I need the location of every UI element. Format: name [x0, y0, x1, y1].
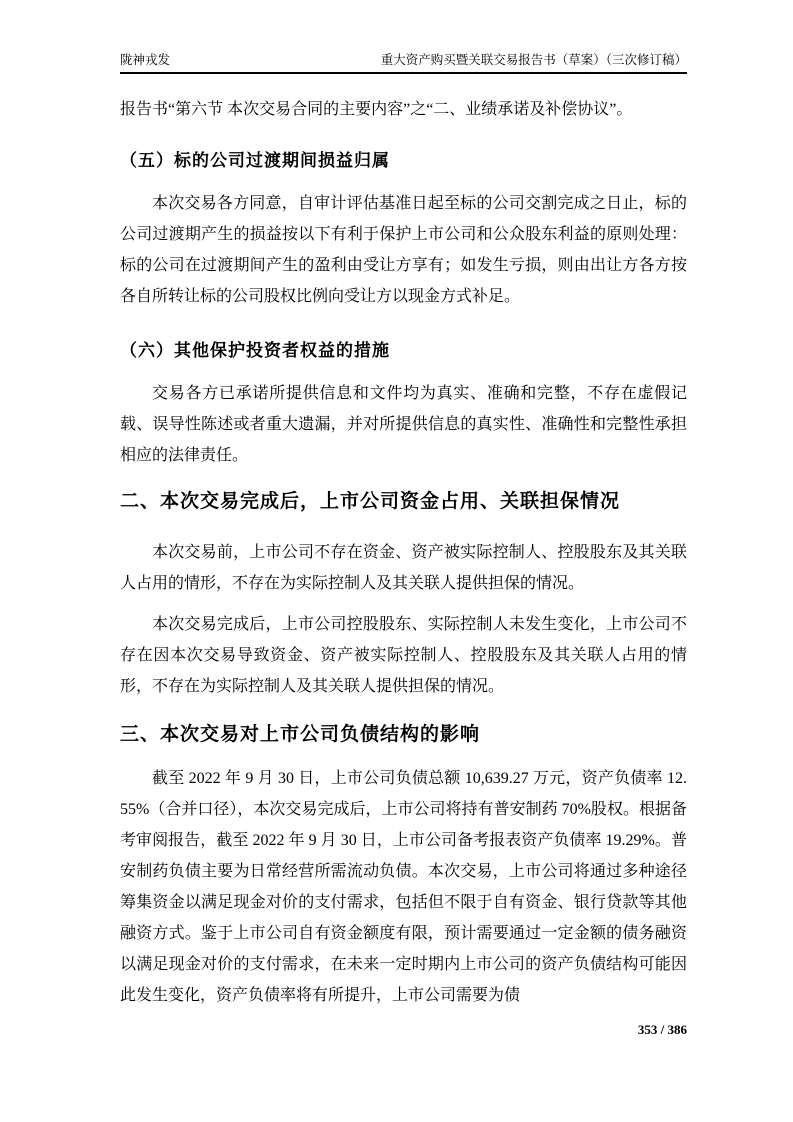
heading-section-5-transition-profit-loss: （五）标的公司过渡期间损益归属 [120, 151, 390, 170]
page-number: 353 / 386 [637, 1022, 687, 1037]
header-company-name: 陇神戎发 [120, 53, 171, 67]
document-body [120, 86, 687, 1011]
heading-section-6-investor-protection: （六）其他保护投资者权益的措施 [120, 341, 390, 360]
heading-section-3-debt-structure-impact: 三、本次交易对上市公司负债结构的影响 [120, 724, 481, 745]
header-report-title: 重大资产购买暨关联交易报告书（草案）（三次修订稿） [380, 53, 687, 67]
paragraph-section2-before-transaction: 本次交易前，上市公司不存在资金、资产被实际控制人、控股股东及其关联人占用的情形，不存在为实际控制人及其关联人提供担保的情况。 [120, 544, 687, 592]
paragraph-section5-body: 本次交易各方同意，自审计评估基准日起至标的公司交割完成之日止，标的公司过渡期产生的损益按以下有利于保护上市公司和公众股东利益的原则处理：标的公司在过渡期间产生的盈利由受让方享有；如发生亏损，则由出让方各方按各自所转让标的公司股权比例向受让方以现金方式补足。 [120, 195, 687, 305]
paragraph-section2-after-transaction: 本次交易完成后，上市公司控股股东、实际控制人未发生变化，上市公司不存在因本次交易导致资金、资产被实际控制人、控股股东及其关联人占用的情形，不存在为实际控制人及其关联人提供担保的情况。 [120, 616, 687, 695]
paragraph-section6-body: 交易各方已承诺所提供信息和文件均为真实、准确和完整，不存在虚假记载、误导性陈述或者重大遗漏，并对所提供信息的真实性、准确性和完整性承担相应的法律责任。 [120, 385, 687, 464]
paragraph-section3-body: 截至 2022 年 9 月 30 日，上市公司负债总额 10,639.27 万元，资产负债率 12.55%（合并口径），本次交易完成后，上市公司将持有普安制药 70%股权。根据备考审阅报告，截至 2022 年 9 月 30 日，上市公司备考报表资产负债率 19.29%。普安制药负债主要为日常经营所需流动负债。本次交易，上市公司将通过多种途径筹集资金以满足现金对价的支付需求，包括但不限于自有资金、银行贷款等其他融资方式。鉴于上市公司自有资金额度有限，预计需要通过一定金额的债务融资以满足现金对价的支付需求，在未来一定时期内上市公司的资产负债结构可能因此发生变化，资产负债率将有所提升，上市公司需要为债 [120, 770, 687, 1004]
heading-section-2-fund-occupation-guarantee: 二、本次交易完成后，上市公司资金占用、关联担保情况 [120, 491, 621, 512]
page-header [120, 52, 687, 74]
paragraph-intro-continuation: 报告书“第六节 本次交易合同的主要内容”之“二、业绩承诺及补偿协议”。 [120, 101, 633, 118]
